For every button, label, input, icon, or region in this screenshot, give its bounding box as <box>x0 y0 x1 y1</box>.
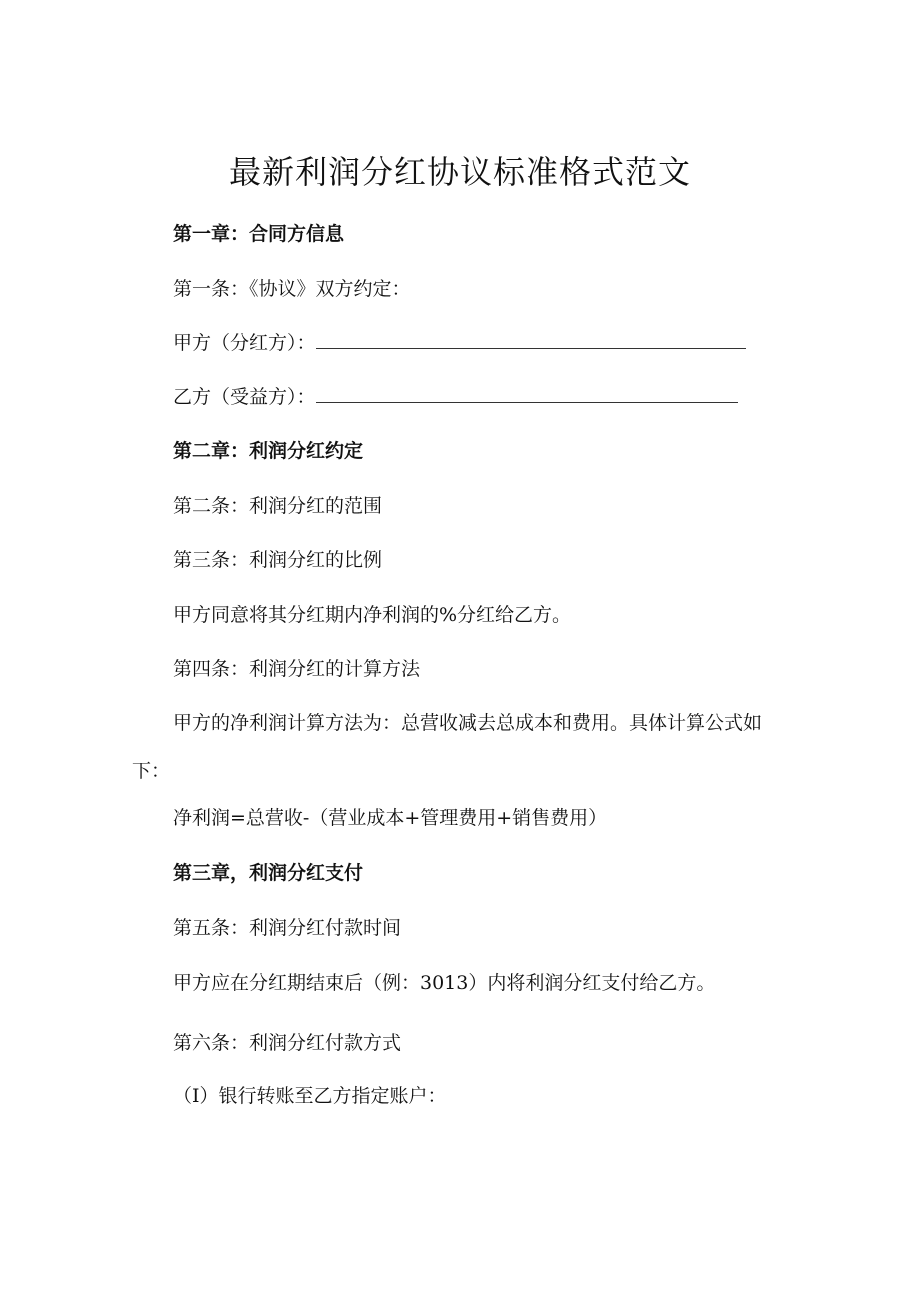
article-3: 第三条：利润分红的比例 <box>173 549 383 571</box>
article-1: 第一条：《协议》双方约定： <box>173 278 411 300</box>
calc-method-paragraph: 甲方的净利润计算方法为：总营收减去总成本和费用。具体计算公式如下： <box>132 712 763 782</box>
article-4: 第四条：利润分红的计算方法 <box>173 658 421 680</box>
chapter-1-heading: 第一章：合同方信息 <box>173 223 345 245</box>
document-title: 最新利润分红协议标准格式范文 <box>228 153 691 191</box>
party-b-label: 乙方（受益方）： <box>173 386 316 408</box>
payment-time-text: 甲方应在分红期结束后（例：3013）内将利润分红支付给乙方。 <box>173 972 716 994</box>
party-a-label: 甲方（分红方）： <box>173 332 316 354</box>
article-5: 第五条：利润分红付款时间 <box>173 917 402 939</box>
party-a-blank-line <box>316 332 746 349</box>
party-b-row <box>173 383 738 411</box>
payment-method-1: （I）银行转账至乙方指定账户： <box>173 1085 447 1107</box>
chapter-3-heading: 第三章，利润分红支付 <box>173 862 364 884</box>
chapter-2-heading: 第二章：利润分红约定 <box>173 440 364 462</box>
ratio-text: 甲方同意将其分红期内净利润的%分红给乙方。 <box>173 604 572 626</box>
party-b-blank-line <box>316 386 738 403</box>
formula: 净利润=总营收-（营业成本+管理费用+销售费用） <box>173 807 608 829</box>
party-a-row <box>173 329 746 357</box>
article-2: 第二条：利润分红的范围 <box>173 495 383 517</box>
article-6: 第六条：利润分红付款方式 <box>173 1032 402 1054</box>
